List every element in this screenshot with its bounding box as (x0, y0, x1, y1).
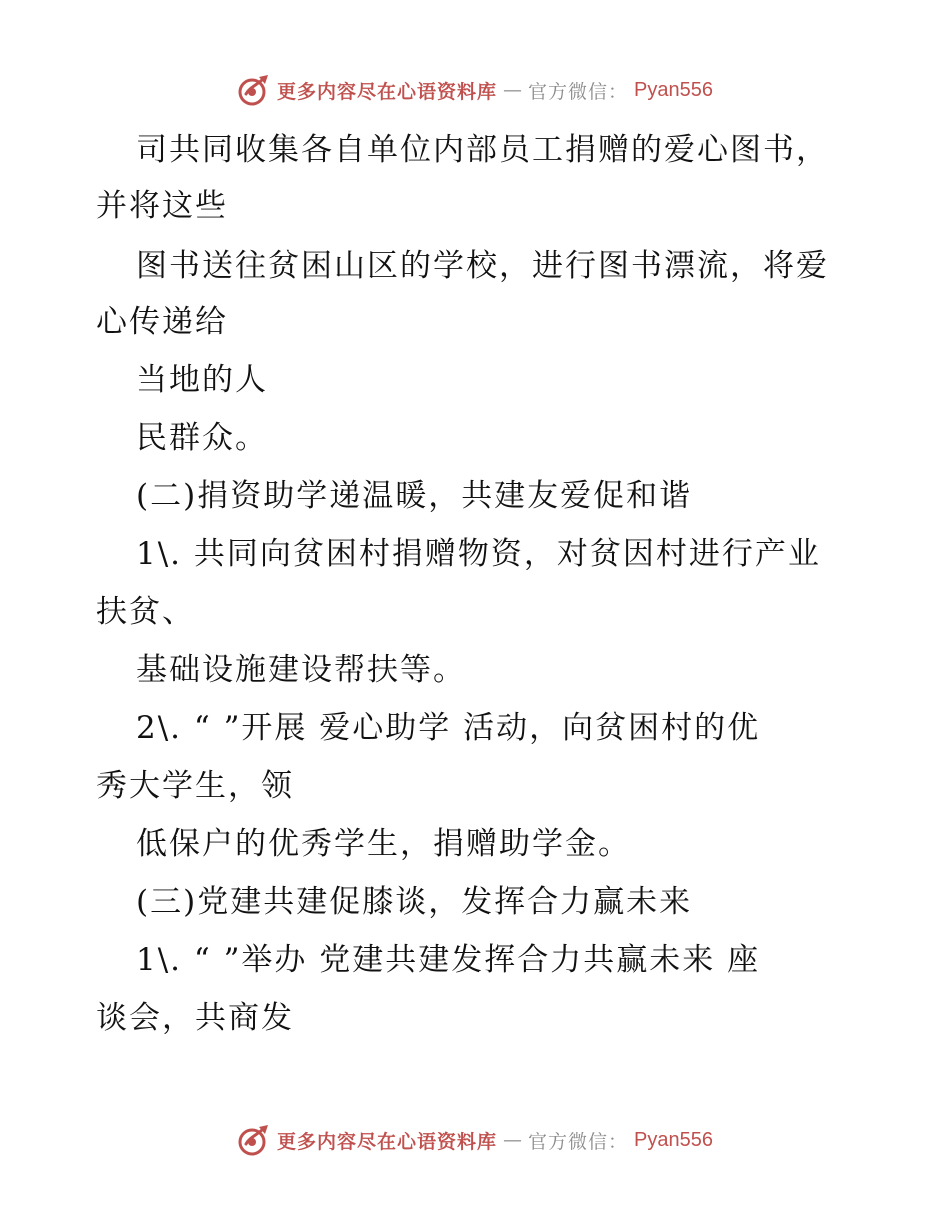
body-line: 1\. 共同向贫困村捐赠物资，对贫因村进行产业 (136, 536, 821, 572)
section-heading: (二)捐资助学递温暖，共建友爱促和谐 (136, 478, 693, 514)
body-line: 谈会，共商发 (96, 1000, 294, 1036)
section-heading: (三)党建共建促膝谈，发挥合力赢未来 (136, 884, 693, 920)
watermark-brand-text: 更多内容尽在心语资料库 (277, 1130, 498, 1153)
footer-watermark (0, 1120, 950, 1160)
watermark-wechat-label: 官方微信： (528, 1130, 629, 1153)
watermark-wechat-handle: Pyan556 (634, 1128, 713, 1151)
body-line: 基础设施建设帮扶等。 (136, 652, 466, 688)
body-line: 司共同收集各自单位内部员工捐赠的爱心图书， (136, 132, 829, 168)
watermark-inner (237, 1123, 713, 1157)
pen-swirl-logo-icon (237, 73, 271, 107)
watermark-dash: — (503, 1129, 523, 1151)
body-line: 秀大学生，领 (96, 768, 294, 804)
body-line: 心传递给 (96, 304, 228, 340)
watermark-wechat-handle: Pyan556 (634, 78, 713, 101)
body-line: 图书送往贫困山区的学校，进行图书漂流，将爱 (136, 248, 829, 284)
watermark-wechat-label: 官方微信： (528, 80, 629, 103)
watermark-dash: — (503, 79, 523, 101)
body-line: 并将这些 (96, 188, 228, 224)
body-line: 当地的人 (136, 362, 268, 398)
body-line: 扶贫、 (96, 594, 195, 630)
header-watermark (0, 70, 950, 110)
body-line: 民群众。 (136, 420, 268, 456)
body-line: 低保户的优秀学生，捐赠助学金。 (136, 826, 631, 862)
body-line: 1\. “ ”举办 党建共建发挥合力共赢未来 座 (136, 942, 761, 978)
body-line: 2\. “ ”开展 爱心助学 活动，向贫困村的优 (136, 710, 761, 746)
watermark-brand-text: 更多内容尽在心语资料库 (277, 80, 498, 103)
watermark-inner (237, 73, 713, 107)
pen-swirl-logo-icon (237, 1123, 271, 1157)
